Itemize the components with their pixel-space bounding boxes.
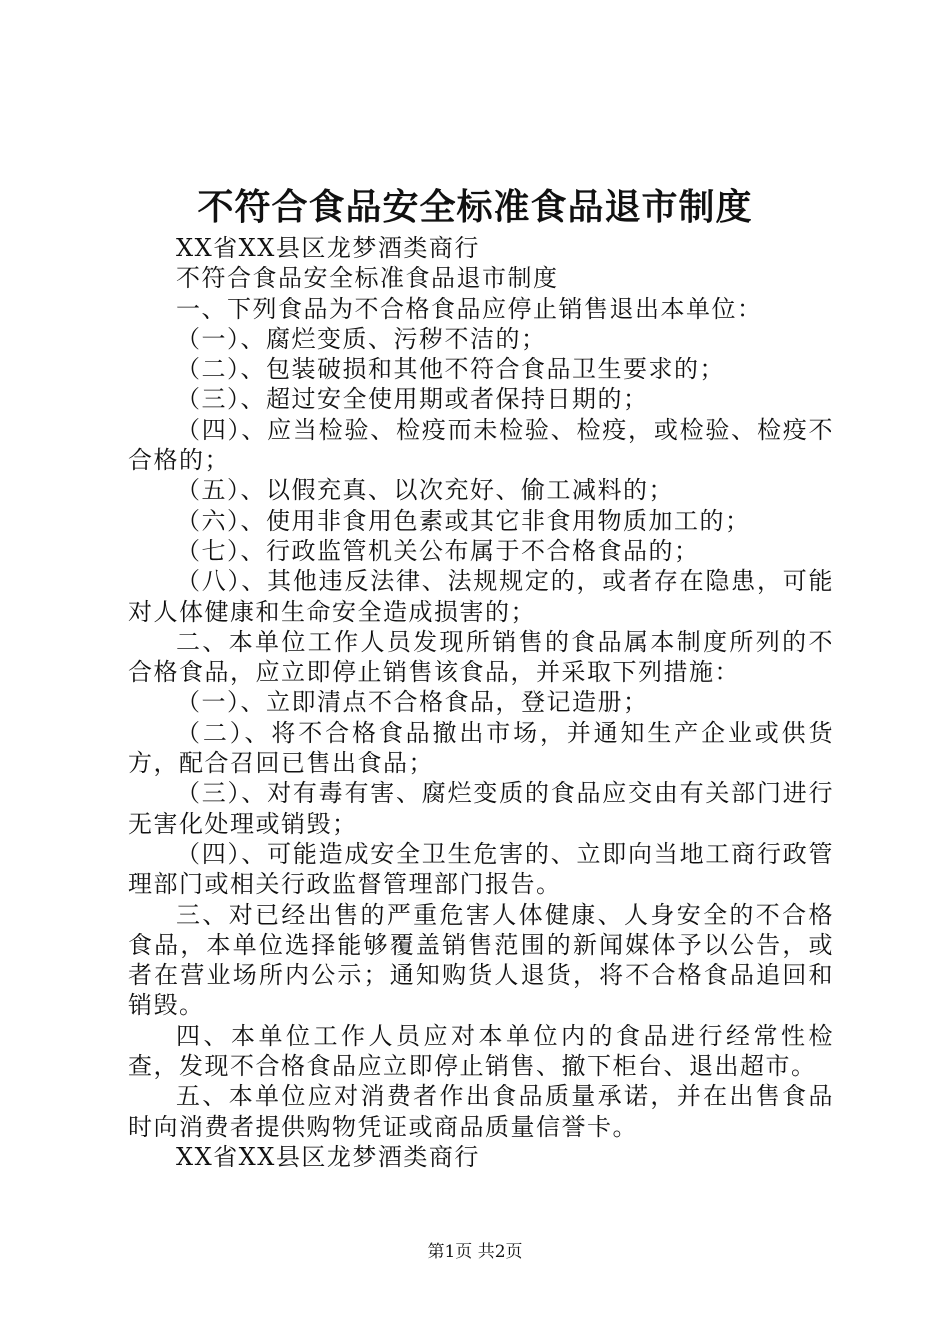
section-1-heading: 一、下列食品为不合格食品应停止销售退出本单位： <box>176 294 763 323</box>
section-1-item-6: （六）、使用非食用色素或其它非食用物质加工的； <box>176 506 751 535</box>
section-1-item-8: （八）、其他违反法律、法规规定的，或者存在隐患，可能对人体健康和生命安全造成损害的； <box>128 567 834 626</box>
section-2-item-3: （三）、对有毒有害、腐烂变质的食品应交由有关部门进行无害化处理或销毁； <box>128 779 834 838</box>
section-1-item-1: （一）、腐烂变质、污秽不洁的； <box>176 324 547 353</box>
document-title: 不符合食品安全标准食品退市制度 <box>197 186 753 228</box>
document-body <box>128 233 834 1172</box>
section-1-item-7: （七）、行政监管机关公布属于不合格食品的； <box>176 536 700 565</box>
section-2-item-1: （一）、立即清点不合格食品，登记造册； <box>176 688 649 717</box>
section-2-heading: 二、本单位工作人员发现所销售的食品属本制度所列的不合格食品，应立即停止销售该食品，并采取下列措施： <box>128 627 834 687</box>
policy-subtitle: 不符合食品安全标准食品退市制度 <box>176 264 559 293</box>
section-1-item-2: （二）、包装破损和其他不符合食品卫生要求的； <box>176 355 725 384</box>
section-5-paragraph: 五、本单位应对消费者作出食品质量承诺，并在出售食品时向消费者提供购物凭证或商品质量信誉卡。 <box>128 1082 834 1141</box>
section-2-item-4: （四）、可能造成安全卫生危害的、立即向当地工商行政管理部门或相关行政监督管理部门报告。 <box>128 839 834 899</box>
company-name-header: XX省XX县区龙梦酒类商行 <box>176 234 480 262</box>
section-1-item-5: （五）、以假充真、以次充好、偷工减料的； <box>176 476 674 505</box>
section-4-paragraph: 四、本单位工作人员应对本单位内的食品进行经常性检查，发现不合格食品应立即停止销售、撤下柜台、退出超市。 <box>128 1021 834 1081</box>
section-1-item-3: （三）、超过安全使用期或者保持日期的； <box>176 385 649 414</box>
section-2-item-2: （二）、将不合格食品撤出市场，并通知生产企业或供货方，配合召回已售出食品； <box>128 718 834 778</box>
page-number-footer: 第1页 共2页 <box>427 1242 523 1262</box>
section-1-item-4: （四）、应当检验、检疫而未检验、检疫，或检验、检疫不合格的； <box>128 415 834 475</box>
company-name-footer: XX省XX县区龙梦酒类商行 <box>176 1142 480 1171</box>
section-3-paragraph: 三、对已经出售的严重危害人体健康、人身安全的不合格食品，本单位选择能够覆盖销售范围的新闻媒体予以公告，或者在营业场所内公示；通知购货人退货，将不合格食品追回和销毁。 <box>128 900 834 1020</box>
